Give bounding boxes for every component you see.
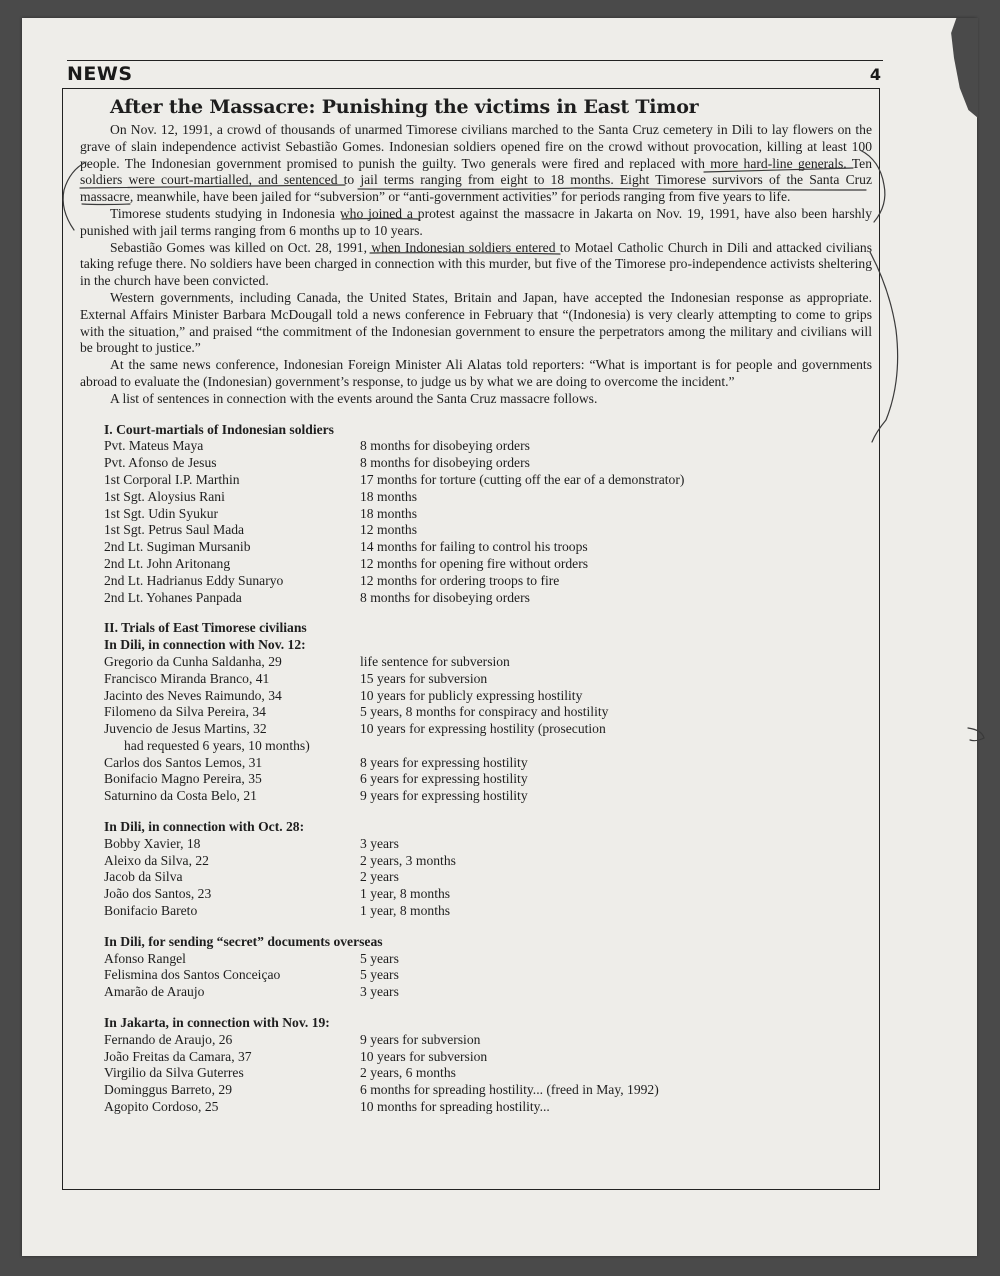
list-row bbox=[104, 1065, 872, 1082]
list-row bbox=[104, 671, 872, 688]
list-row bbox=[104, 539, 872, 556]
group-heading: I. Court-martials of Indonesian soldiers bbox=[104, 421, 334, 437]
list-row bbox=[104, 590, 872, 607]
list-row bbox=[104, 836, 872, 853]
sentence-text: 9 years for subversion bbox=[360, 1031, 481, 1047]
list-group bbox=[104, 819, 872, 920]
list-row bbox=[104, 984, 872, 1001]
list-group bbox=[104, 620, 872, 805]
person-name: João dos Santos, 23 bbox=[104, 886, 212, 902]
person-name: 1st Corporal I.P. Marthin bbox=[104, 471, 240, 487]
paragraph: Sebastião Gomes was killed on Oct. 28, 1991, when Indonesian soldiers entered to Motael Catholic Church in Dili and attacked civilians taking refuge there. No soldiers have been charged in connection with this murder, but five of the Timorese pro-independence activists sheltering in the church have been convicted. bbox=[80, 239, 872, 289]
list-row bbox=[104, 738, 872, 755]
person-name: Virgilio da Silva Guterres bbox=[104, 1065, 244, 1081]
list-group bbox=[104, 934, 872, 1001]
person-name: 2nd Lt. Sugiman Mursanib bbox=[104, 539, 251, 555]
sentence-text: 12 months for ordering troops to fire bbox=[360, 572, 560, 588]
person-name: Jacob da Silva bbox=[104, 869, 183, 885]
person-name: Gregorio da Cunha Saldanha, 29 bbox=[104, 653, 282, 669]
person-name: Aleixo da Silva, 22 bbox=[104, 852, 209, 868]
list-row bbox=[104, 721, 872, 738]
person-name: Agopito Cordoso, 25 bbox=[104, 1099, 219, 1115]
list-row bbox=[104, 755, 872, 772]
person-name: Filomeno da Silva Pereira, 34 bbox=[104, 704, 266, 720]
list-row bbox=[104, 573, 872, 590]
person-name: Bonifacio Magno Pereira, 35 bbox=[104, 771, 262, 787]
list-row bbox=[104, 1032, 872, 1049]
section-label: NEWS bbox=[67, 63, 133, 85]
person-name: João Freitas da Camara, 37 bbox=[104, 1048, 252, 1064]
sentence-text: 1 year, 8 months bbox=[360, 903, 451, 919]
sentence-text: 15 years for subversion bbox=[360, 670, 488, 686]
paragraph: On Nov. 12, 1991, a crowd of thousands of unarmed Timorese civilians marched to the Santa Cruz cemetery in Dili to lay flowers on the grave of slain independence activist Sebastião Gomes. Indonesian soldiers opened fire on the crowd without provocation, killing at least 100 people. The Indonesian government promised to punish the guilty. Two generals were fired and replaced with more hard-line generals. Ten soldiers were court-martialled, and sentenced to jail terms ranging from eight to 18 months. Eight Timorese survivors of the Santa Cruz massacre, meanwhile, have been jailed for “subversion” or “anti-government activities” for periods ranging from five years to life. bbox=[80, 122, 872, 205]
sentence-text: life sentence for subversion bbox=[360, 653, 510, 669]
sentence-text: 6 months for spreading hostility... (freed in May, 1992) bbox=[360, 1082, 659, 1098]
person-name: Felismina dos Santos Conceiçao bbox=[104, 967, 281, 983]
person-name: 1st Sgt. Petrus Saul Mada bbox=[104, 522, 245, 538]
list-row bbox=[104, 771, 872, 788]
page-number: 4 bbox=[869, 65, 881, 84]
paragraph: Western governments, including Canada, the United States, Britain and Japan, have accepted the Indonesian response as appropriate. External Affairs Minister Barbara McDougall told a news conference in February that “(Indonesia) is very clearly attempting to come to grips with the situation,” and praised “the commitment of the Indonesian government to ensure the perpetrators among the military and civilians will be brought to justice.” bbox=[80, 289, 872, 356]
sentence-text: 8 months for disobeying orders bbox=[360, 455, 530, 471]
list-row bbox=[104, 903, 872, 920]
list-row bbox=[104, 556, 872, 573]
paragraph: A list of sentences in connection with the events around the Santa Cruz massacre follows. bbox=[110, 390, 598, 406]
list-row bbox=[104, 489, 872, 506]
sentence-text: 17 months for torture (cutting off the ear of a demonstrator) bbox=[360, 471, 685, 487]
list-row bbox=[104, 1082, 872, 1099]
sentence-text: 5 years, 8 months for conspiracy and hostility bbox=[360, 704, 609, 720]
person-name: 2nd Lt. John Aritonang bbox=[104, 555, 231, 571]
paragraph: Timorese students studying in Indonesia who joined a protest against the massacre in Jakarta on Nov. 19, 1991, have also been harshly punished with jail terms ranging from 6 months up to 10 years. bbox=[80, 205, 872, 238]
sentence-lists bbox=[80, 422, 872, 1116]
list-row bbox=[104, 688, 872, 705]
person-name: Pvt. Afonso de Jesus bbox=[104, 455, 217, 471]
sentence-text: 10 years for subversion bbox=[360, 1048, 488, 1064]
sentence-text: 10 months for spreading hostility... bbox=[360, 1099, 550, 1115]
person-name: Pvt. Mateus Maya bbox=[104, 438, 204, 454]
sentence-text: 8 months for disobeying orders bbox=[360, 589, 530, 605]
article bbox=[80, 96, 872, 1130]
list-row bbox=[104, 886, 872, 903]
list-group bbox=[104, 1015, 872, 1116]
list-row bbox=[104, 967, 872, 984]
sentence-text: 12 months for opening fire without orders bbox=[360, 555, 589, 571]
sentence-text: 5 years bbox=[360, 967, 399, 983]
list-row bbox=[104, 438, 872, 455]
sentence-text: 5 years bbox=[360, 950, 399, 966]
list-row bbox=[104, 869, 872, 886]
list-row bbox=[104, 1049, 872, 1066]
paragraph: At the same news conference, Indonesian Foreign Minister Ali Alatas told reporters: “What is important is for people and governments abroad to evaluate the (Indonesian) government’s response, to judge us by what we are doing to overcome the incident.” bbox=[80, 357, 872, 389]
list-row bbox=[104, 853, 872, 870]
person-name: Bonifacio Bareto bbox=[104, 903, 198, 919]
person-name: 1st Sgt. Udin Syukur bbox=[104, 505, 219, 521]
sentence-text: 6 years for expressing hostility bbox=[360, 771, 528, 787]
article-title: After the Massacre: Punishing the victims in East Timor bbox=[110, 96, 699, 118]
group-subheading: In Dili, in connection with Nov. 12: bbox=[104, 637, 306, 653]
person-name: 1st Sgt. Aloysius Rani bbox=[104, 488, 225, 504]
person-name: Fernando de Araujo, 26 bbox=[104, 1031, 233, 1047]
list-group bbox=[104, 422, 872, 607]
group-heading: In Dili, for sending “secret” documents overseas bbox=[104, 933, 383, 949]
person-name: Amarão de Araujo bbox=[104, 984, 205, 1000]
person-name: 2nd Lt. Hadrianus Eddy Sunaryo bbox=[104, 572, 284, 588]
person-name: Jacinto des Neves Raimundo, 34 bbox=[104, 687, 282, 703]
list-row bbox=[104, 506, 872, 523]
person-name-continued: had requested 6 years, 10 months) bbox=[124, 737, 310, 753]
list-row bbox=[104, 1099, 872, 1116]
list-row bbox=[104, 788, 872, 805]
sentence-text: 8 years for expressing hostility bbox=[360, 754, 528, 770]
sentence-text bbox=[380, 738, 872, 755]
person-name: Bobby Xavier, 18 bbox=[104, 835, 201, 851]
sentence-text: 18 months bbox=[360, 505, 418, 521]
sentence-text: 18 months bbox=[360, 488, 418, 504]
list-row bbox=[104, 951, 872, 968]
list-row bbox=[104, 472, 872, 489]
list-row bbox=[104, 654, 872, 671]
sentence-text: 2 years bbox=[360, 869, 399, 885]
sentence-text: 3 years bbox=[360, 835, 399, 851]
sentence-text: 12 months bbox=[360, 522, 418, 538]
person-name: Juvencio de Jesus Martins, 32 bbox=[104, 721, 267, 737]
sentence-text: 8 months for disobeying orders bbox=[360, 438, 530, 454]
person-name: Saturnino da Costa Belo, 21 bbox=[104, 788, 257, 804]
sentence-text: 2 years, 3 months bbox=[360, 852, 456, 868]
sentence-text: 2 years, 6 months bbox=[360, 1065, 456, 1081]
person-name: 2nd Lt. Yohanes Panpada bbox=[104, 589, 242, 605]
sentence-text: 10 years for publicly expressing hostility bbox=[360, 687, 583, 703]
group-heading: In Jakarta, in connection with Nov. 19: bbox=[104, 1015, 330, 1031]
person-name: Carlos dos Santos Lemos, 31 bbox=[104, 754, 263, 770]
sentence-text: 1 year, 8 months bbox=[360, 886, 451, 902]
list-row bbox=[104, 455, 872, 472]
page-header bbox=[67, 60, 883, 85]
sentence-text: 10 years for expressing hostility (prosecution bbox=[360, 721, 606, 737]
sentence-text: 3 years bbox=[360, 984, 399, 1000]
sentence-text: 9 years for expressing hostility bbox=[360, 788, 528, 804]
person-name: Dominggus Barreto, 29 bbox=[104, 1082, 232, 1098]
person-name: Afonso Rangel bbox=[104, 950, 186, 966]
group-heading: In Dili, in connection with Oct. 28: bbox=[104, 819, 305, 835]
list-row bbox=[104, 704, 872, 721]
list-row bbox=[104, 522, 872, 539]
sentence-text: 14 months for failing to control his troops bbox=[360, 539, 588, 555]
group-heading: II. Trials of East Timorese civilians bbox=[104, 620, 307, 636]
person-name: Francisco Miranda Branco, 41 bbox=[104, 670, 270, 686]
